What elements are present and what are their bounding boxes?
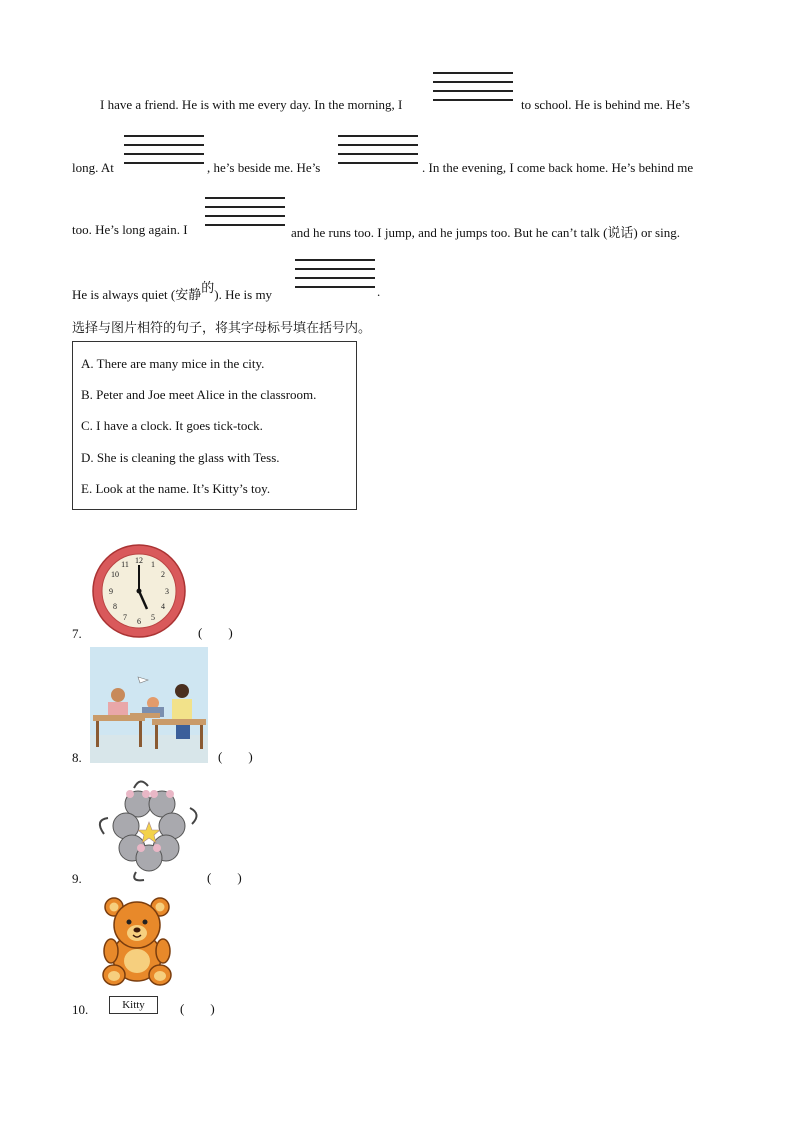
passage-line-1b [521, 97, 690, 113]
answer-paren-10[interactable]: ( ) [180, 1001, 215, 1016]
question-8-number: 8. [72, 750, 82, 765]
options-box [72, 341, 357, 510]
svg-text:4: 4 [161, 602, 165, 611]
option-d: D. She is cleaning the glass with Tess. [81, 450, 280, 465]
answer-paren-8[interactable]: ( ) [218, 749, 253, 764]
passage-text: long. At [72, 160, 114, 175]
instruction: 选择与图片相符的句子，将其字母标号填在括号内。 [72, 321, 372, 336]
passage-text: . In the evening, I come back home. He’s behind me [422, 160, 694, 175]
question-7-number: 7. [72, 626, 82, 641]
option-c: C. I have a clock. It goes tick-tock. [81, 418, 263, 433]
question-10-number: 10. [72, 1002, 89, 1017]
passage-line-1 [100, 97, 402, 113]
answer-paren-9[interactable]: ( ) [207, 870, 242, 885]
svg-text:12: 12 [135, 556, 143, 565]
svg-text:9: 9 [109, 587, 113, 596]
option-b: B. Peter and Joe meet Alice in the classroom. [81, 387, 317, 402]
passage-line-3 [72, 222, 188, 238]
classroom-image [90, 647, 208, 763]
svg-text:5: 5 [151, 613, 155, 622]
passage-superscript: 的 [201, 280, 215, 295]
passage-text: , he’s beside me. He’s [207, 160, 321, 175]
passage-line-2 [72, 160, 114, 176]
mice-image [96, 778, 202, 882]
option-e: E. Look at the name. It’s Kitty’s toy. [81, 481, 271, 496]
answer-blank-4[interactable] [205, 197, 285, 227]
name-tag [109, 996, 158, 1014]
svg-text:6: 6 [137, 617, 141, 626]
passage-line-4c [377, 284, 380, 300]
svg-text:8: 8 [113, 602, 117, 611]
svg-text:2: 2 [161, 570, 165, 579]
passage-text: ). He is my [214, 287, 273, 302]
passage-text: . [377, 284, 381, 299]
answer-blank-3[interactable] [338, 135, 418, 165]
svg-text:10: 10 [111, 570, 119, 579]
svg-text:11: 11 [121, 560, 129, 569]
passage-line-4 [72, 280, 273, 303]
teddy-bear-image [102, 895, 174, 989]
question-9-number: 9. [72, 871, 82, 886]
answer-blank-5[interactable] [295, 259, 375, 289]
clock-image [90, 543, 188, 639]
svg-text:1: 1 [151, 560, 155, 569]
option-a: A. There are many mice in the city. [81, 356, 265, 371]
passage-text: He is always quiet (安静 [72, 287, 202, 302]
svg-text:7: 7 [123, 613, 127, 622]
svg-text:3: 3 [165, 587, 169, 596]
passage-text: to school. He is behind me. He’s [521, 97, 690, 112]
passage-text: too. He’s long again. I [72, 222, 188, 237]
passage-text: and he runs too. I jump, and he jumps too. But he can’t talk (说话) or sing. [291, 225, 680, 240]
answer-blank-2[interactable] [124, 135, 204, 165]
name-tag-text: Kitty [122, 999, 145, 1011]
passage-line-2c [422, 160, 693, 176]
passage-text: I have a friend. He is with me every day. In the morning, I [100, 97, 403, 112]
passage-line-3b [291, 222, 680, 241]
answer-paren-7[interactable]: ( ) [198, 625, 233, 640]
passage-line-2b [207, 160, 320, 176]
answer-blank-1[interactable] [433, 72, 513, 102]
